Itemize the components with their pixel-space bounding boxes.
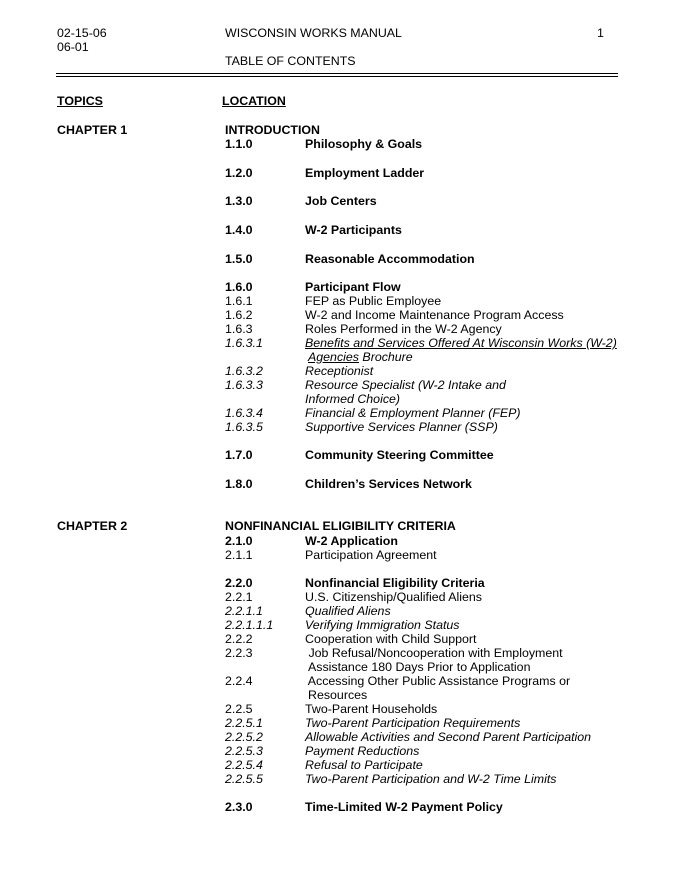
toc-title: Two-Parent Participation and W-2 Time Limits — [305, 772, 557, 786]
toc-number: 2.2.1.1 — [225, 604, 263, 618]
toc-number: 2.2.0 — [225, 576, 253, 590]
chapter-1-label: CHAPTER 1 — [57, 123, 128, 137]
toc-title: Employment Ladder — [305, 166, 425, 180]
toc-number: 2.1.1 — [225, 548, 253, 562]
toc-number: 2.2.5.3 — [225, 744, 263, 758]
toc-title: W-2 Participants — [305, 223, 402, 237]
toc-title: W-2 and Income Maintenance Program Access — [305, 308, 564, 322]
toc-title: Two-Parent Participation Requirements — [305, 716, 521, 730]
toc-number: 2.2.3 — [225, 646, 253, 660]
toc-title: Roles Performed in the W-2 Agency — [305, 322, 502, 336]
manual-title: WISCONSIN WORKS MANUAL — [225, 26, 402, 40]
toc-title: Payment Reductions — [305, 744, 420, 758]
toc-number: 1.6.3 — [225, 322, 253, 336]
toc-number: 1.6.3.3 — [225, 378, 263, 392]
toc-number: 1.7.0 — [225, 448, 253, 462]
header-rule-bottom — [56, 76, 618, 77]
toc-number: 1.8.0 — [225, 477, 253, 491]
toc-title: U.S. Citizenship/Qualified Aliens — [305, 590, 482, 604]
toc-title-part: Brochure — [358, 350, 413, 364]
toc-number: 1.1.0 — [225, 137, 253, 151]
page-subtitle: TABLE OF CONTENTS — [225, 54, 356, 68]
toc-title: Philosophy & Goals — [305, 137, 423, 151]
toc-title: Community Steering Committee — [305, 448, 494, 462]
toc-number: 1.4.0 — [225, 223, 253, 237]
toc-title-part: Agencies — [308, 350, 359, 364]
toc-number: 2.2.1 — [225, 590, 253, 604]
header-date: 02-15-06 — [57, 26, 107, 40]
toc-title: Financial & Employment Planner (FEP) — [305, 406, 521, 420]
toc-title: Participation Agreement — [305, 548, 437, 562]
topics-heading: TOPICS — [57, 94, 103, 108]
toc-title: Two-Parent Households — [305, 702, 438, 716]
toc-title: Children’s Services Network — [305, 477, 472, 491]
toc-number: 2.2.5.1 — [225, 716, 263, 730]
toc-title: Supportive Services Planner (SSP) — [305, 420, 498, 434]
toc-number: 2.3.0 — [225, 800, 253, 814]
toc-title: Allowable Activities and Second Parent Participation — [305, 730, 592, 744]
toc-number: 1.6.3.2 — [225, 364, 263, 378]
toc-title: Qualified Aliens — [305, 604, 391, 618]
toc-title: Reasonable Accommodation — [305, 252, 475, 266]
toc-number: 2.2.4 — [225, 674, 253, 688]
toc-number: 2.2.5 — [225, 702, 253, 716]
toc-title: Job Refusal/Noncooperation with Employment — [305, 646, 563, 660]
toc-title-continued: Informed Choice) — [305, 392, 401, 406]
toc-number: 1.6.2 — [225, 308, 253, 322]
toc-title: Receptionist — [305, 364, 374, 378]
chapter-1-title: INTRODUCTION — [225, 123, 320, 137]
toc-number: 2.2.5.2 — [225, 730, 263, 744]
toc-number: 1.6.1 — [225, 294, 253, 308]
chapter-2-label: CHAPTER 2 — [57, 519, 128, 533]
toc-title: Time-Limited W-2 Payment Policy — [305, 800, 503, 814]
page-number: 1 — [597, 26, 604, 40]
toc-number: 2.2.5.4 — [225, 758, 263, 772]
chapter-2-title: NONFINANCIAL ELIGIBILITY CRITERIA — [225, 519, 456, 533]
toc-title: Job Centers — [305, 194, 377, 208]
toc-number: 1.6.0 — [225, 280, 253, 294]
toc-title: Benefits and Services Offered At Wisconsin Works (W-2) — [305, 336, 617, 350]
toc-title-continued: Resources — [308, 688, 368, 702]
toc-number: 1.2.0 — [225, 166, 253, 180]
location-heading: LOCATION — [222, 94, 286, 108]
toc-number: 1.6.3.1 — [225, 336, 263, 350]
toc-number: 2.2.2 — [225, 632, 253, 646]
toc-number: 1.5.0 — [225, 252, 253, 266]
toc-title: Accessing Other Public Assistance Programs or — [305, 674, 571, 688]
toc-title: W-2 Application — [305, 534, 398, 548]
toc-title: Cooperation with Child Support — [305, 632, 477, 646]
toc-title: Verifying Immigration Status — [305, 618, 460, 632]
toc-title: Participant Flow — [305, 280, 401, 294]
toc-number: 2.2.1.1.1 — [225, 618, 274, 632]
header-release: 06-01 — [57, 40, 89, 54]
header-rule-top — [56, 73, 618, 74]
toc-number: 1.6.3.4 — [225, 406, 263, 420]
toc-number: 2.2.5.5 — [225, 772, 263, 786]
toc-title: FEP as Public Employee — [305, 294, 442, 308]
toc-title: Resource Specialist (W-2 Intake and — [305, 378, 506, 392]
toc-title: Refusal to Participate — [305, 758, 423, 772]
toc-number: 1.3.0 — [225, 194, 253, 208]
toc-title-continued: Assistance 180 Days Prior to Application — [308, 660, 531, 674]
toc-title-continued — [305, 350, 413, 364]
toc-number: 2.1.0 — [225, 534, 253, 548]
toc-number: 1.6.3.5 — [225, 420, 263, 434]
toc-title: Nonfinancial Eligibility Criteria — [305, 576, 485, 590]
